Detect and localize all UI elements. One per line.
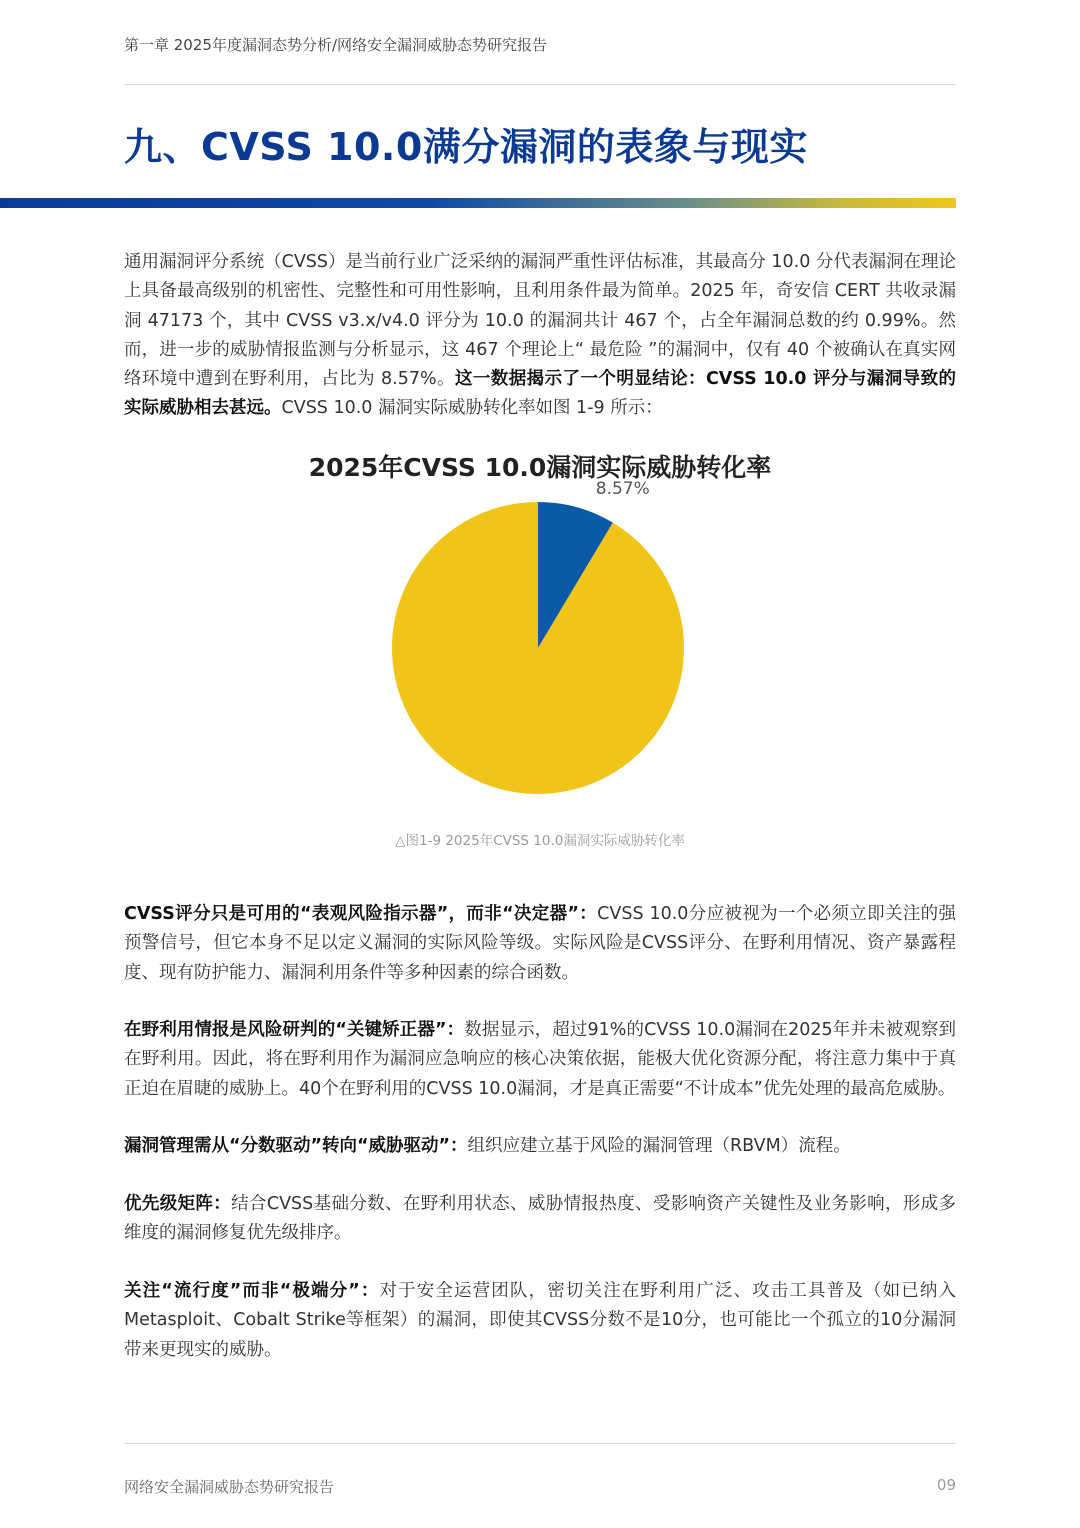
- intro-conclusion: 这一数据揭示了一个明显结论：CVSS 10.0 评分与漏洞导致的实际威胁相去甚远。: [124, 369, 956, 419]
- point-4-lead: 优先级矩阵：: [124, 1194, 232, 1214]
- point-3-body: 组织应建立基于风险的漏洞管理（RBVM）流程。: [467, 1136, 851, 1156]
- point-2-lead: 在野利用情报是风险研判的“关键矫正器”：: [124, 1020, 465, 1040]
- header-divider: [124, 84, 956, 85]
- point-2: [124, 1016, 956, 1104]
- point-2-body: 数据显示，超过91%的CVSS 10.0漏洞在2025年并未被观察到在野利用。因此，将在野利用作为漏洞应急响应的核心决策依据，能极大优化资源分配，将注意力集中于真正迫在眉睫的威胁上。40个在野利用的CVSS 10.0漏洞，才是真正需要“不计成本”优先处理的最高危威胁。: [124, 1020, 956, 1099]
- point-3-lead: 漏洞管理需从“分数驱动”转向“威胁驱动”：: [124, 1136, 468, 1156]
- chart-title: 2025年CVSS 10.0漏洞实际威胁转化率: [308, 453, 772, 482]
- point-5: [124, 1277, 956, 1365]
- point-1-lead: CVSS评分只是可用的“表观风险指示器”，而非“决定器”：: [124, 904, 598, 924]
- point-1-body: CVSS 10.0分应被视为一个必须立即关注的强预警信号，但它本身不足以定义漏洞的实际风险等级。实际风险是CVSS评分、在野利用情况、资产暴露程度、现有防护能力、漏洞利用条件等多种因素的综合函数。: [124, 904, 957, 983]
- intro-paragraph: [124, 248, 956, 424]
- point-5-body: 对于安全运营团队，密切关注在野利用广泛、攻击工具普及（如已纳入Metasploit、Cobalt Strike等框架）的漏洞，即使其CVSS分数不是10分，也可能比一个孤立的10分漏洞带来更现实的威胁。: [124, 1281, 956, 1360]
- title-gradient-bar: [0, 198, 956, 208]
- footer-report-name: 网络安全漏洞威胁态势研究报告: [124, 1478, 335, 1496]
- running-head: 第一章 2025年度漏洞态势分析/网络安全漏洞威胁态势研究报告: [124, 36, 547, 54]
- point-1: [124, 900, 956, 988]
- point-3: [124, 1132, 956, 1161]
- pie-chart: [380, 479, 700, 810]
- footer-divider: [124, 1443, 956, 1444]
- point-4-body: 结合CVSS基础分数、在野利用状态、威胁情报热度、受影响资产关键性及业务影响，形成多维度的漏洞修复优先级排序。: [124, 1194, 957, 1244]
- intro-text: 通用漏洞评分系统（CVSS）是当前行业广泛采纳的漏洞严重性评估标准，其最高分 10.0 分代表漏洞在理论上具备最高级别的机密性、完整性和可用性影响，且利用条件最为简单。2025 年，奇安信 CERT 共收录漏洞 47173 个，其中 CVSS v3.x/v4.0 评分为 10.0 的漏洞共计 467 个，占全年漏洞总数的约 0.99%。然而，进一步的威胁情报监测与分析显示，这 467 个理论上“ 最危险 ”的漏洞中，仅有 40 个被确认在真实网络环境中遭到在野利用，占比为 8.57%。: [124, 252, 956, 390]
- point-4: [124, 1190, 956, 1249]
- point-5-lead: 关注“流行度”而非“极端分”：: [124, 1281, 380, 1301]
- slice-label-exploited: 8.57%: [595, 479, 650, 500]
- section-title: 九、CVSS 10.0满分漏洞的表象与现实: [124, 125, 808, 169]
- intro-tail: CVSS 10.0 漏洞实际威胁转化率如图 1-9 所示：: [281, 398, 663, 419]
- pie-slice-1: [392, 502, 684, 794]
- figure-caption: △图1-9 2025年CVSS 10.0漏洞实际威胁转化率: [395, 833, 685, 849]
- page-number: 09: [936, 1476, 956, 1494]
